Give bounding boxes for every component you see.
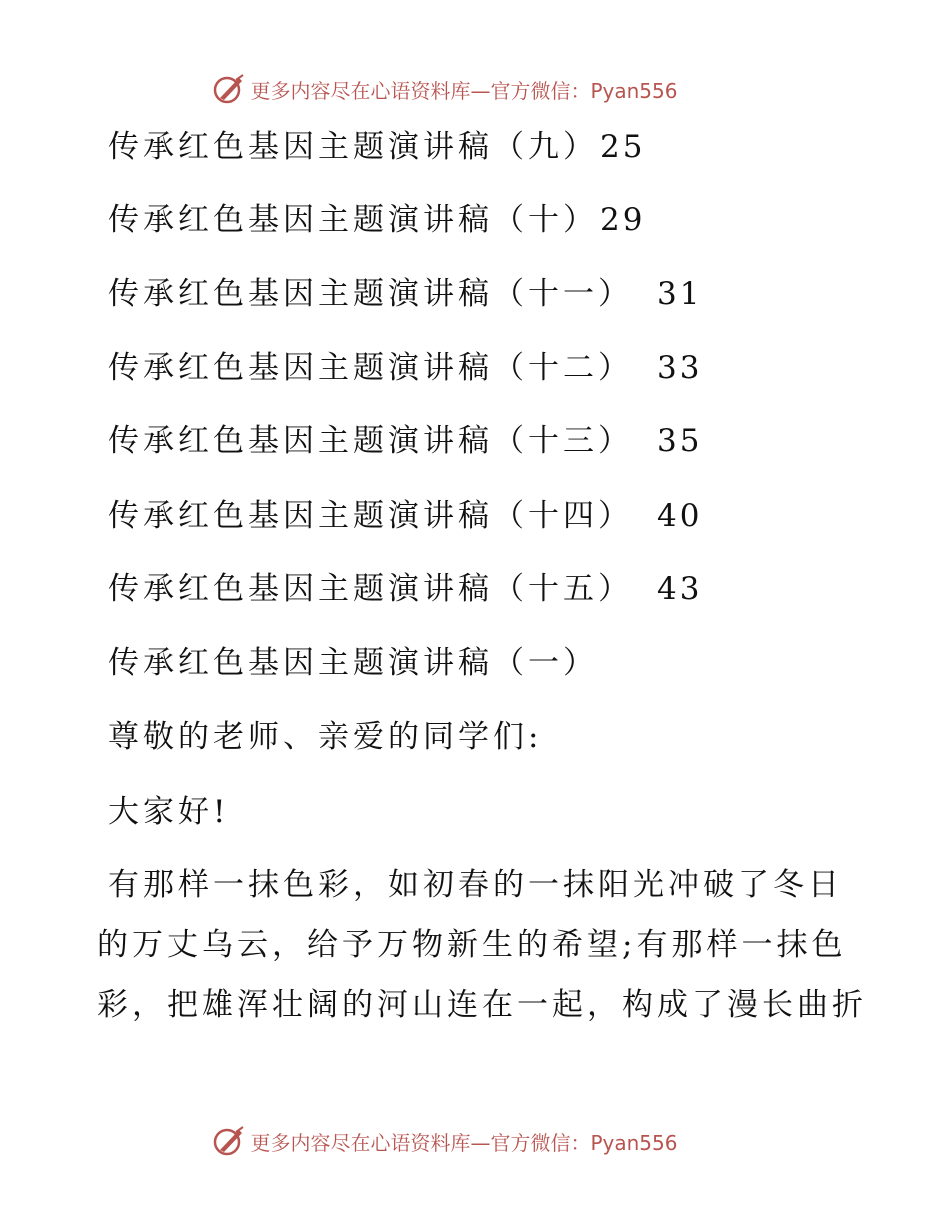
feather-logo-icon (212, 1124, 246, 1158)
speech-heading: 传承红色基因主题演讲稿（一） (108, 645, 598, 681)
feather-logo-icon (212, 72, 246, 106)
toc-entry-title: 传承红色基因主题演讲稿（十三） (108, 423, 633, 459)
speech-body-line: 的万丈乌云，给予万物新生的希望;有那样一抹色 (97, 927, 847, 963)
toc-entry-title: 传承红色基因主题演讲稿（十二） (108, 350, 633, 386)
toc-entry-title: 传承红色基因主题演讲稿（十五） (108, 571, 633, 607)
toc-entry-title: 传承红色基因主题演讲稿（十四） (108, 498, 633, 534)
toc-entry-page: 31 (657, 276, 703, 312)
watermark-footer (0, 1124, 950, 1158)
toc-entry-title: 传承红色基因主题演讲稿（九） (108, 129, 598, 165)
toc-entry-title: 传承红色基因主题演讲稿（十一） (108, 276, 633, 312)
toc-entry-page: 29 (600, 202, 646, 238)
toc-entry-page: 25 (600, 129, 646, 165)
speech-body-line: 有那样一抹色彩，如初春的一抹阳光冲破了冬日 (108, 867, 843, 903)
watermark-text: 更多内容尽在心语资料库—官方微信：Pyan556 (250, 78, 678, 103)
speech-greeting: 大家好! (108, 794, 230, 830)
speech-body-line: 彩，把雄浑壮阔的河山连在一起，构成了漫长曲折 (97, 987, 867, 1023)
watermark-text: 更多内容尽在心语资料库—官方微信：Pyan556 (250, 1130, 678, 1155)
toc-entry-title: 传承红色基因主题演讲稿（十） (108, 202, 598, 238)
toc-entry-page: 33 (657, 350, 703, 386)
speech-salutation: 尊敬的老师、亲爱的同学们: (108, 719, 543, 755)
watermark-header (0, 72, 950, 106)
toc-entry-page: 35 (657, 423, 703, 459)
toc-entry-page: 40 (657, 498, 703, 534)
toc-entry-page: 43 (657, 571, 703, 607)
